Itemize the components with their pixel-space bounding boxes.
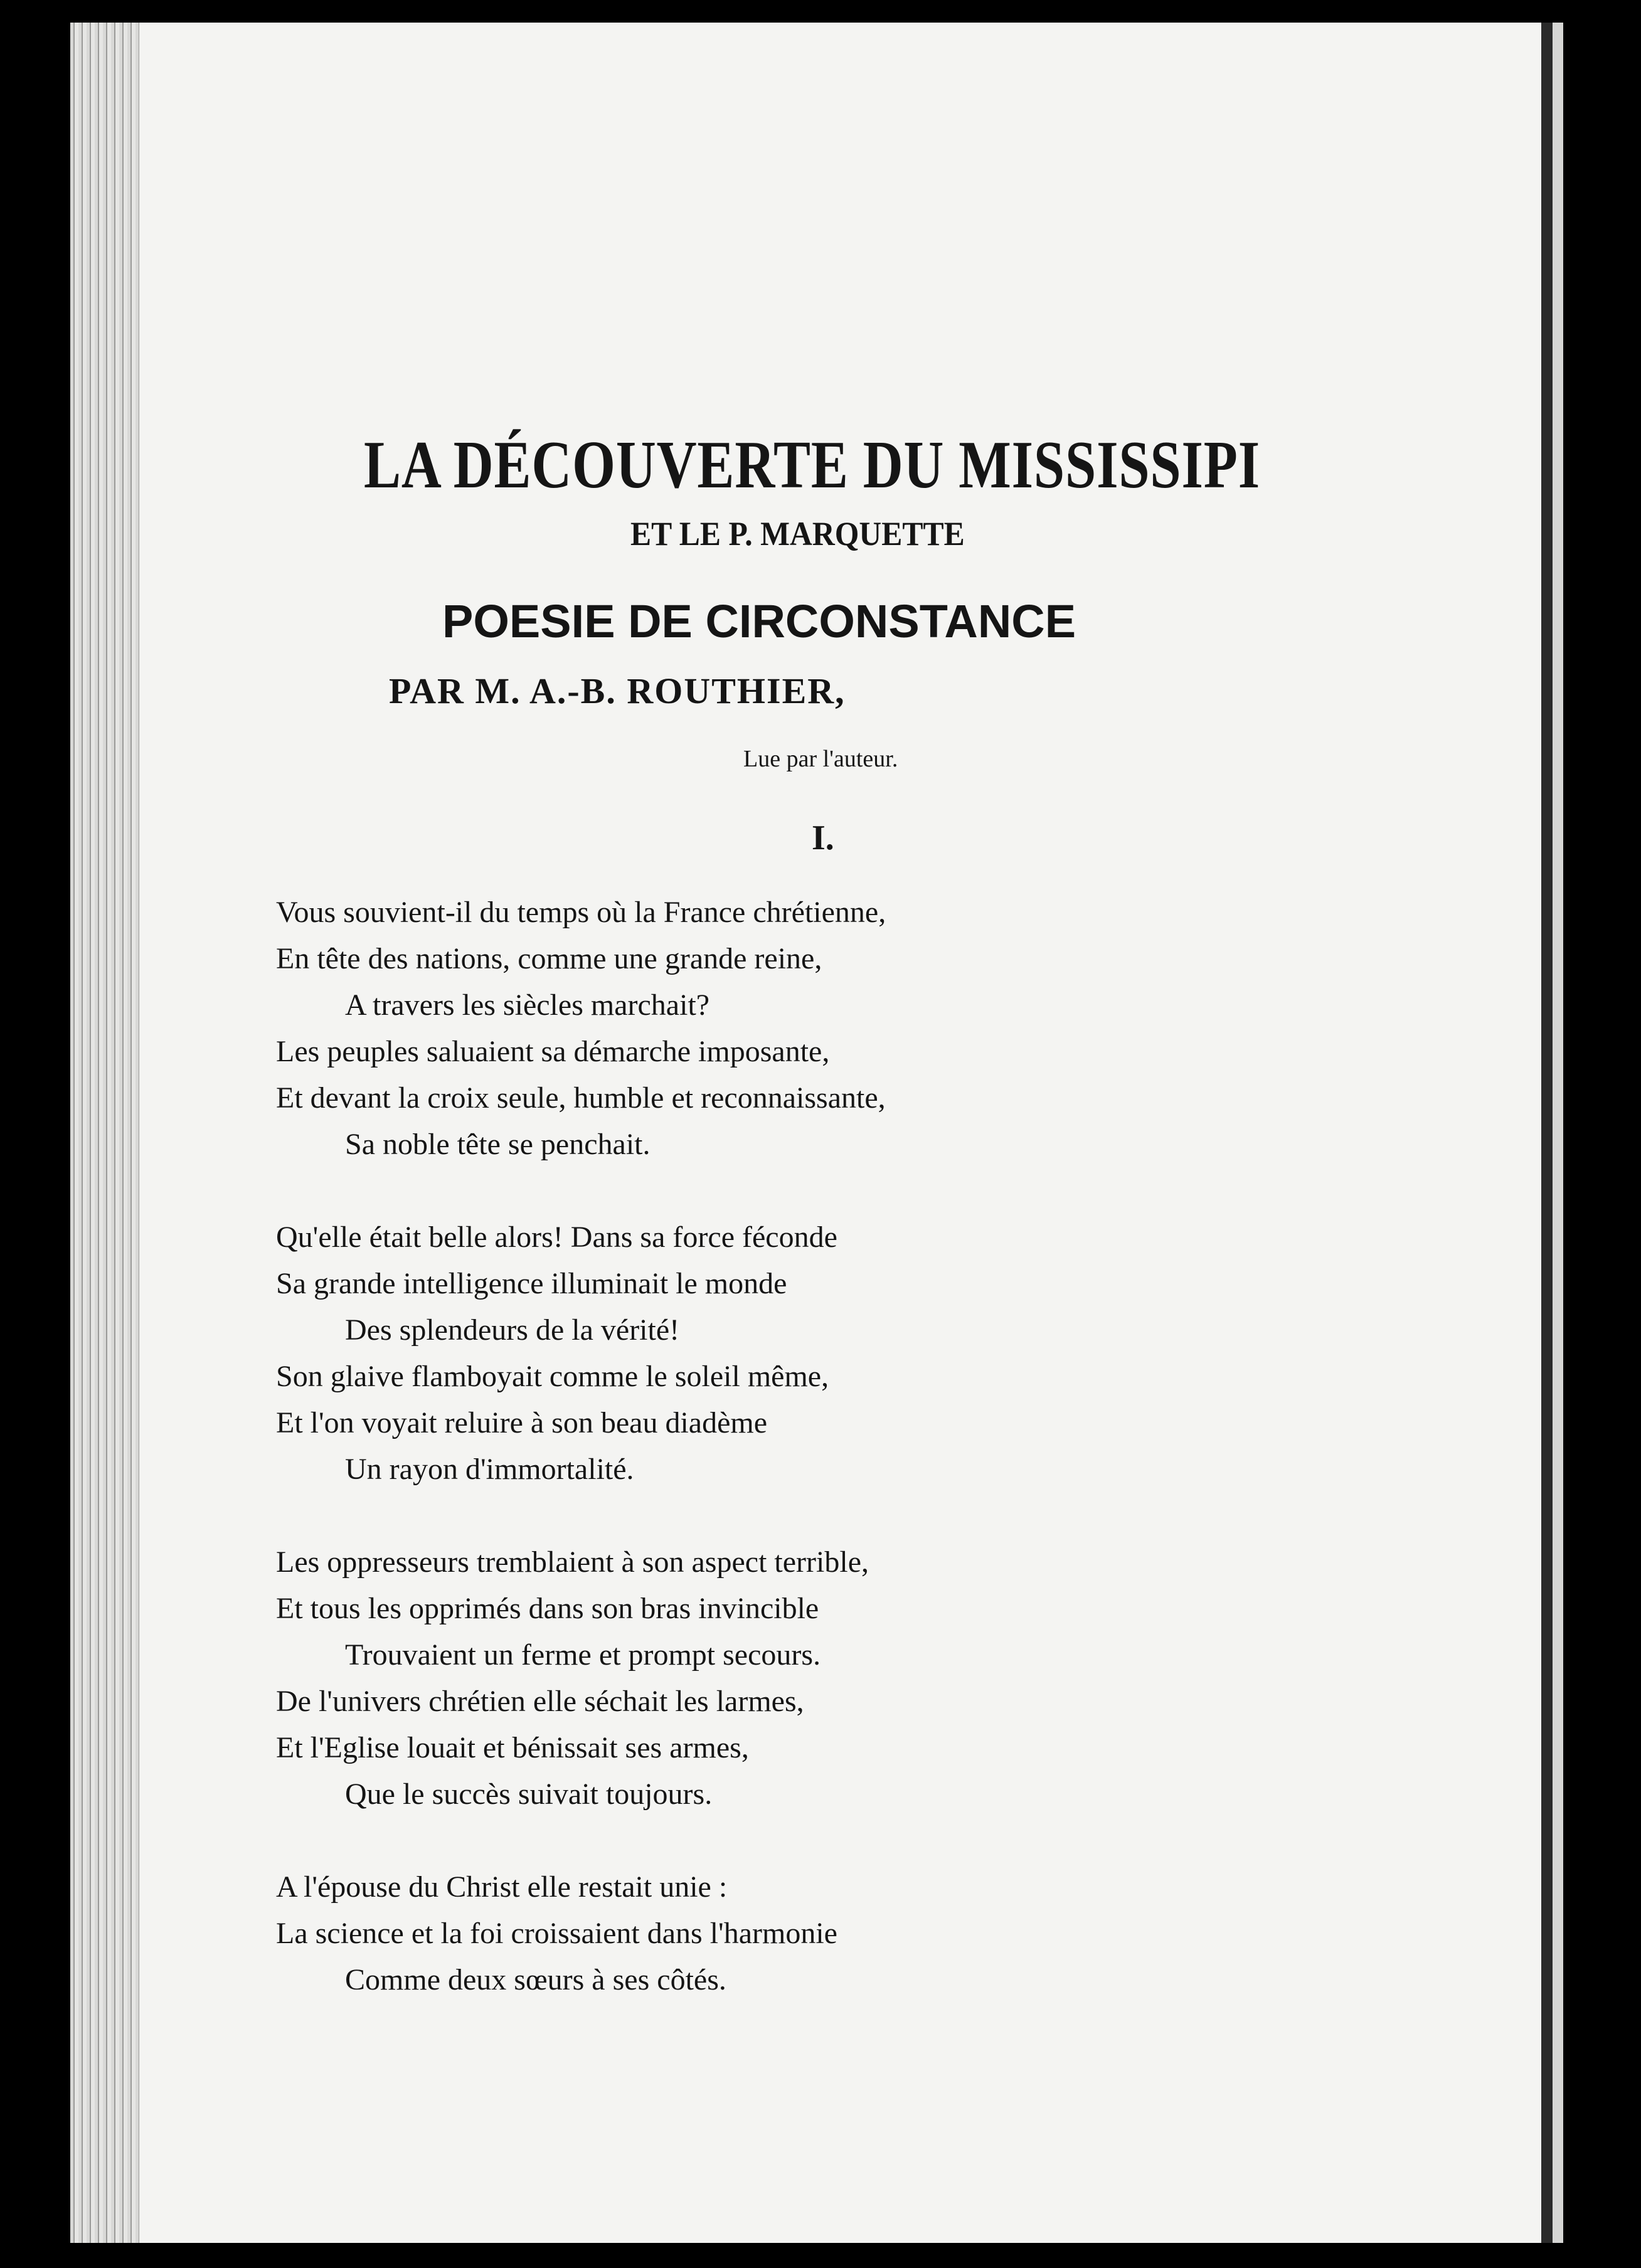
author-byline: PAR M. A.-B. ROUTHIER, [389,670,846,711]
poem-line: Les peuples saluaient sa démarche imposante, [276,1035,830,1068]
stanza [276,1539,1405,1818]
poem-line: Des splendeurs de la vérité! [345,1313,680,1347]
stanza [276,1214,1405,1493]
poem-line: Et l'Eglise louait et bénissait ses armes, [276,1731,749,1764]
poem-line: Sa grande intelligence illuminait le monde [276,1267,787,1300]
poem-line: Qu'elle était belle alors! Dans sa force féconde [276,1221,837,1254]
book-spine [1541,23,1553,2243]
section-number: I. [812,819,834,857]
poem-line: Comme deux sœurs à ses côtés. [345,1963,726,1996]
poem-line: A travers les siècles marchait? [345,988,710,1022]
poem-line: Sa noble tête se penchait. [345,1128,651,1161]
poem-line: Et tous les opprimés dans son bras invincible [276,1592,819,1625]
page-edges [70,23,139,2243]
poem-line: En tête des nations, comme une grande reine, [276,942,822,975]
poem-line: Les oppresseurs tremblaient à son aspect terrible, [276,1545,869,1579]
subtitle: ET LE P. MARQUETTE [630,515,965,553]
stanza [276,1864,1405,2003]
poem-line: Et l'on voyait reluire à son beau diadème [276,1406,768,1439]
poem-line: Et devant la croix seule, humble et reconnaissante, [276,1081,886,1115]
reading-note: Lue par l'auteur. [743,746,898,772]
stanza [276,889,1405,1168]
poem-line: De l'univers chrétien elle séchait les larmes, [276,1685,804,1718]
genre-heading: POESIE DE CIRCONSTANCE [442,595,1076,647]
facing-page-edge [1553,23,1563,2243]
poem-line: Vous souvient-il du temps où la France chrétienne, [276,896,886,929]
page-title: LA DÉCOUVERTE DU MISSISSIPI [364,428,1260,502]
poem-body [276,889,1405,2050]
poem-line: Son glaive flamboyait comme le soleil même, [276,1360,829,1393]
poem-line: Trouvaient un ferme et prompt secours. [345,1638,821,1672]
poem-line: Que le succès suivait toujours. [345,1778,713,1811]
poem-line: La science et la foi croissaient dans l'harmonie [276,1917,837,1950]
poem-line: A l'épouse du Christ elle restait unie : [276,1870,728,1904]
poem-line: Un rayon d'immortalité. [345,1453,634,1486]
